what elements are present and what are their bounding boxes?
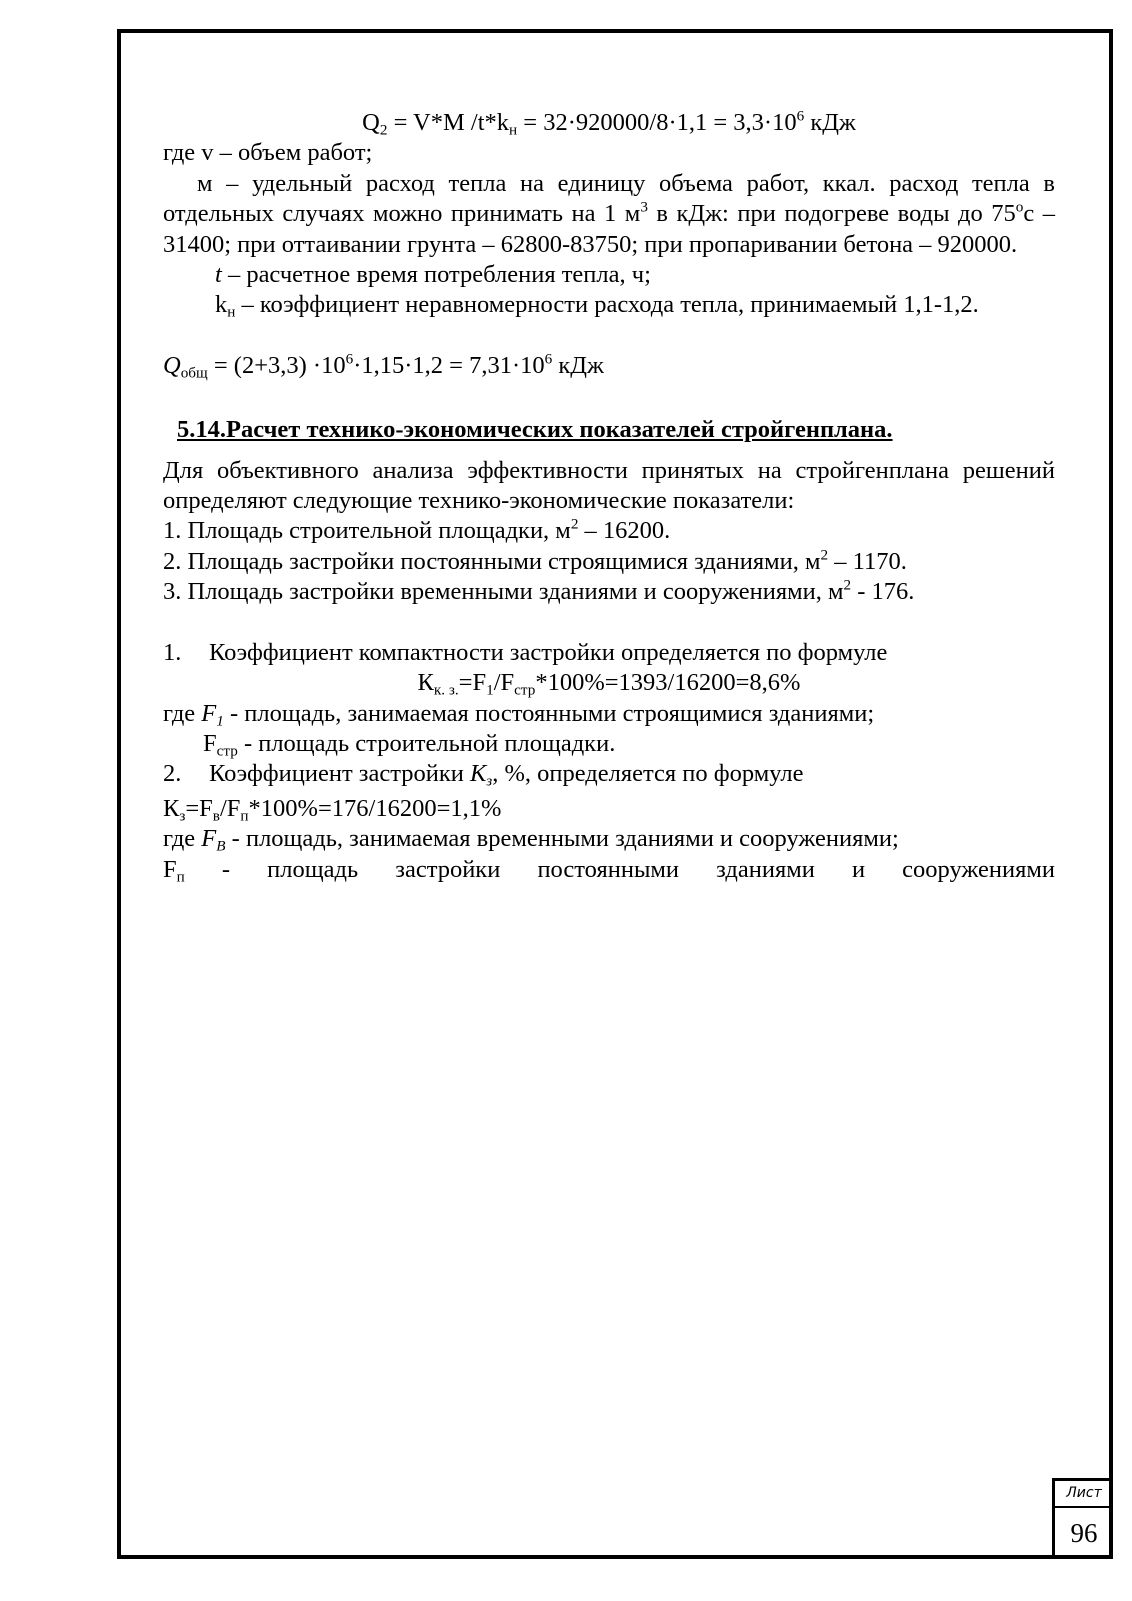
kn-description: $k_н$ – коэффициент неравномерности расхода тепла, принимаемый 1,1-1,2.: [215, 291, 979, 321]
coef2-title: 2. Коэффициент застройки $К_з$, %, определяется по формуле: [163, 760, 804, 790]
intro-paragraph: Для объективного анализа эффективности принятых на стройгенплана решений определяют следующие технико-экономические показатели:: [163, 456, 1055, 515]
where-v-line: где v – объем работ;: [163, 139, 373, 167]
indicator-item: 1. Площадь строительной площадки, $м^2 - 16200$.: [163, 516, 671, 545]
section-heading: 5.14.Расчет технико-экономических показателей стройгенплана.: [177, 416, 893, 444]
coef1-where1: где $F_1$ - площадь, занимаемая постоянными строящимися зданиями;: [163, 699, 875, 729]
formula-q2: $Q_2 = V*M$ $/t*k_н = 32\cdot 920000/8\cdot 1,1 = 3,3\cdot 10^6$ кДж: [362, 107, 856, 139]
indicator-item: 2. Площадь застройки постоянными строящимися зданиями, $м^2 - 1170$.: [163, 546, 907, 575]
coef1-where2: $F_{стр}$ - площадь строительной площадки.: [203, 729, 616, 760]
coef1-formula: $К_{к. з.}=F_1/F_{стр}*100\%=1393/16200=8,6\%$: [417, 669, 801, 699]
sheet-label: Лист: [1055, 1481, 1113, 1508]
formula-q-total: $Q_{общ} = (2+3,3) \cdot 10^6\cdot 1,15\cdot 1,2 = 7,31\cdot 10^6$ кДж: [163, 350, 604, 382]
indicator-item: 3. Площадь застройки временными зданиями и сооружениями, $м^2 - 176$.: [163, 576, 915, 606]
t-description: t – расчетное время потребления тепла, ч;: [215, 261, 651, 289]
m-description: м – удельный расход тепла на единицу объема работ, ккал. расход тепла в отдельных случаях можно принимать на 1 $м^3$ в кДж: при подогреве воды до $75^ос - 31400$; при оттаивании грунта – 62800-83750; при пропаривании бетона – 920000.: [163, 169, 1056, 258]
sheet-number-box: [1052, 1478, 1113, 1559]
sheet-number: 96: [1070, 1518, 1098, 1548]
coef1-title: 1. Коэффициент компактности застройки определяется по формуле: [163, 638, 888, 666]
coef2-where2: $F_п$ - площадь застройки постоянными зданиями и сооружениями: [163, 855, 1055, 885]
document-body: [163, 108, 1055, 885]
coef2-formula: $К_з=F_в/F_п*100\%=176/16200=1,1\%$: [163, 794, 502, 824]
coef2-where1: где $F_B$ - площадь, занимаемая временными зданиями и сооружениями;: [163, 825, 899, 855]
